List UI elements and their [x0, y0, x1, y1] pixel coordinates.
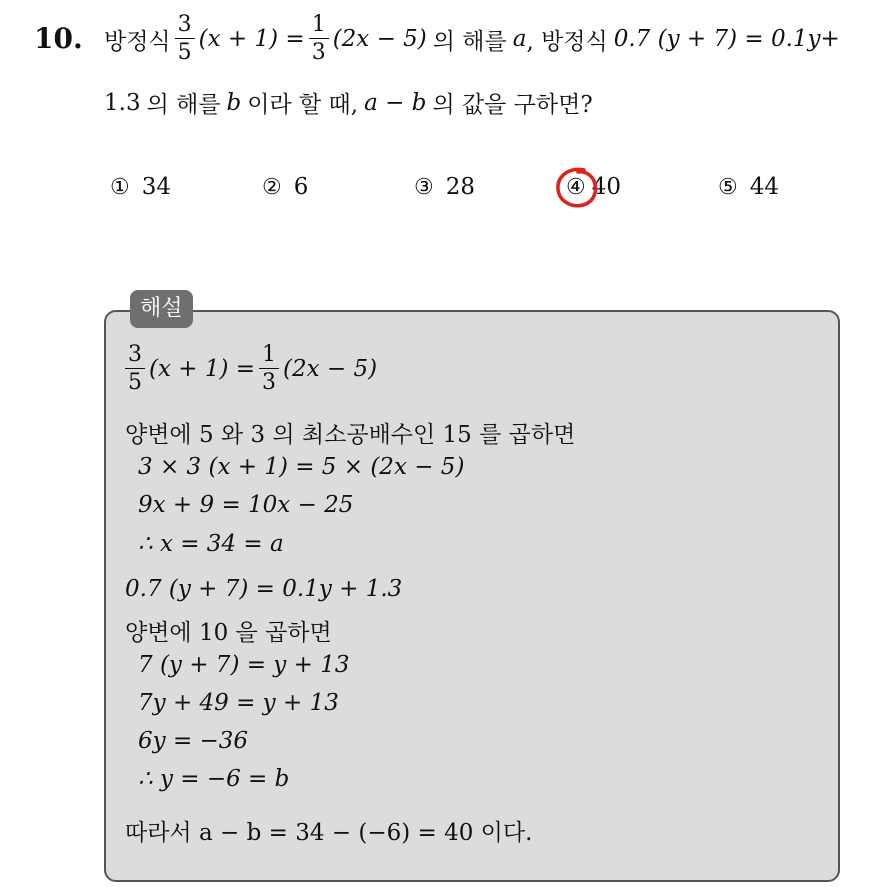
denominator: 5: [177, 40, 192, 65]
fraction: [259, 344, 279, 394]
solution-equation: [125, 344, 377, 394]
math-expression: (2x − 5): [283, 356, 378, 382]
choice-value: 40: [591, 174, 622, 200]
question-line-2: [104, 86, 593, 119]
math-expression: (2x − 5): [332, 26, 427, 52]
choice-value: 28: [445, 174, 476, 200]
solution-line: 0.7 (y + 7) = 0.1y + 1.3: [125, 576, 403, 602]
denominator: 3: [311, 40, 326, 65]
math-expression: 1.3: [104, 89, 141, 116]
choice-number: ③: [414, 175, 434, 200]
choice-value: 6: [293, 174, 309, 200]
fraction: [309, 14, 329, 64]
math-variable: b: [226, 89, 242, 116]
numerator: 3: [125, 344, 145, 369]
question-text: 의 해를: [432, 28, 507, 55]
question-text: 의 값을 구하면?: [432, 92, 593, 118]
solution-tag: 해설: [130, 290, 193, 328]
math-expression: (x + 1) =: [198, 26, 305, 52]
math-variable: a: [512, 26, 527, 52]
denominator: 3: [262, 370, 277, 395]
numerator: 1: [309, 14, 329, 39]
solution-line: 6y = −36: [138, 728, 249, 754]
numerator: 3: [175, 14, 195, 39]
question-text: 이라 할 때,: [247, 92, 359, 118]
solution-line: ∴ y = −6 = b: [138, 766, 290, 792]
question-text: , 방정식: [526, 28, 608, 55]
choice-number: ④: [566, 175, 586, 200]
choice-2[interactable]: [262, 174, 308, 200]
choice-number: ⑤: [718, 175, 738, 200]
fraction: [125, 344, 145, 394]
answer-circle-mark-icon: [554, 166, 600, 210]
solution-line: 양변에 10 을 곱하면: [125, 620, 332, 646]
numerator: 1: [259, 344, 279, 369]
choice-value: 44: [749, 174, 780, 200]
choice-number: ②: [262, 175, 282, 200]
solution-line: ∴ x = 34 = a: [138, 531, 284, 557]
denominator: 5: [128, 370, 142, 395]
question-text: 의 해를: [146, 92, 221, 118]
solution-conclusion: 따라서 a − b = 34 − (−6) = 40 이다.: [125, 820, 533, 846]
choice-5[interactable]: [718, 174, 779, 200]
choice-value: 34: [141, 174, 172, 200]
question-number: 10.: [34, 22, 83, 55]
solution-line: 7y + 49 = y + 13: [138, 690, 339, 716]
question-text: 방정식: [104, 28, 171, 55]
math-expression: a − b: [364, 89, 427, 116]
question-line-1: [104, 14, 840, 64]
choice-3[interactable]: [414, 174, 475, 200]
solution-line: 7 (y + 7) = y + 13: [138, 652, 350, 678]
choice-number: ①: [110, 175, 130, 200]
math-expression: 0.7 (y + 7) = 0.1y+: [613, 26, 840, 52]
solution-line: 양변에 5 와 3 의 최소공배수인 15 를 곱하면: [125, 422, 576, 448]
solution-line: 9x + 9 = 10x − 25: [138, 492, 354, 518]
fraction: [175, 14, 195, 64]
solution-line: 3 × 3 (x + 1) = 5 × (2x − 5): [138, 454, 465, 480]
choice-1[interactable]: [110, 174, 171, 200]
math-expression: (x + 1) =: [149, 356, 256, 382]
